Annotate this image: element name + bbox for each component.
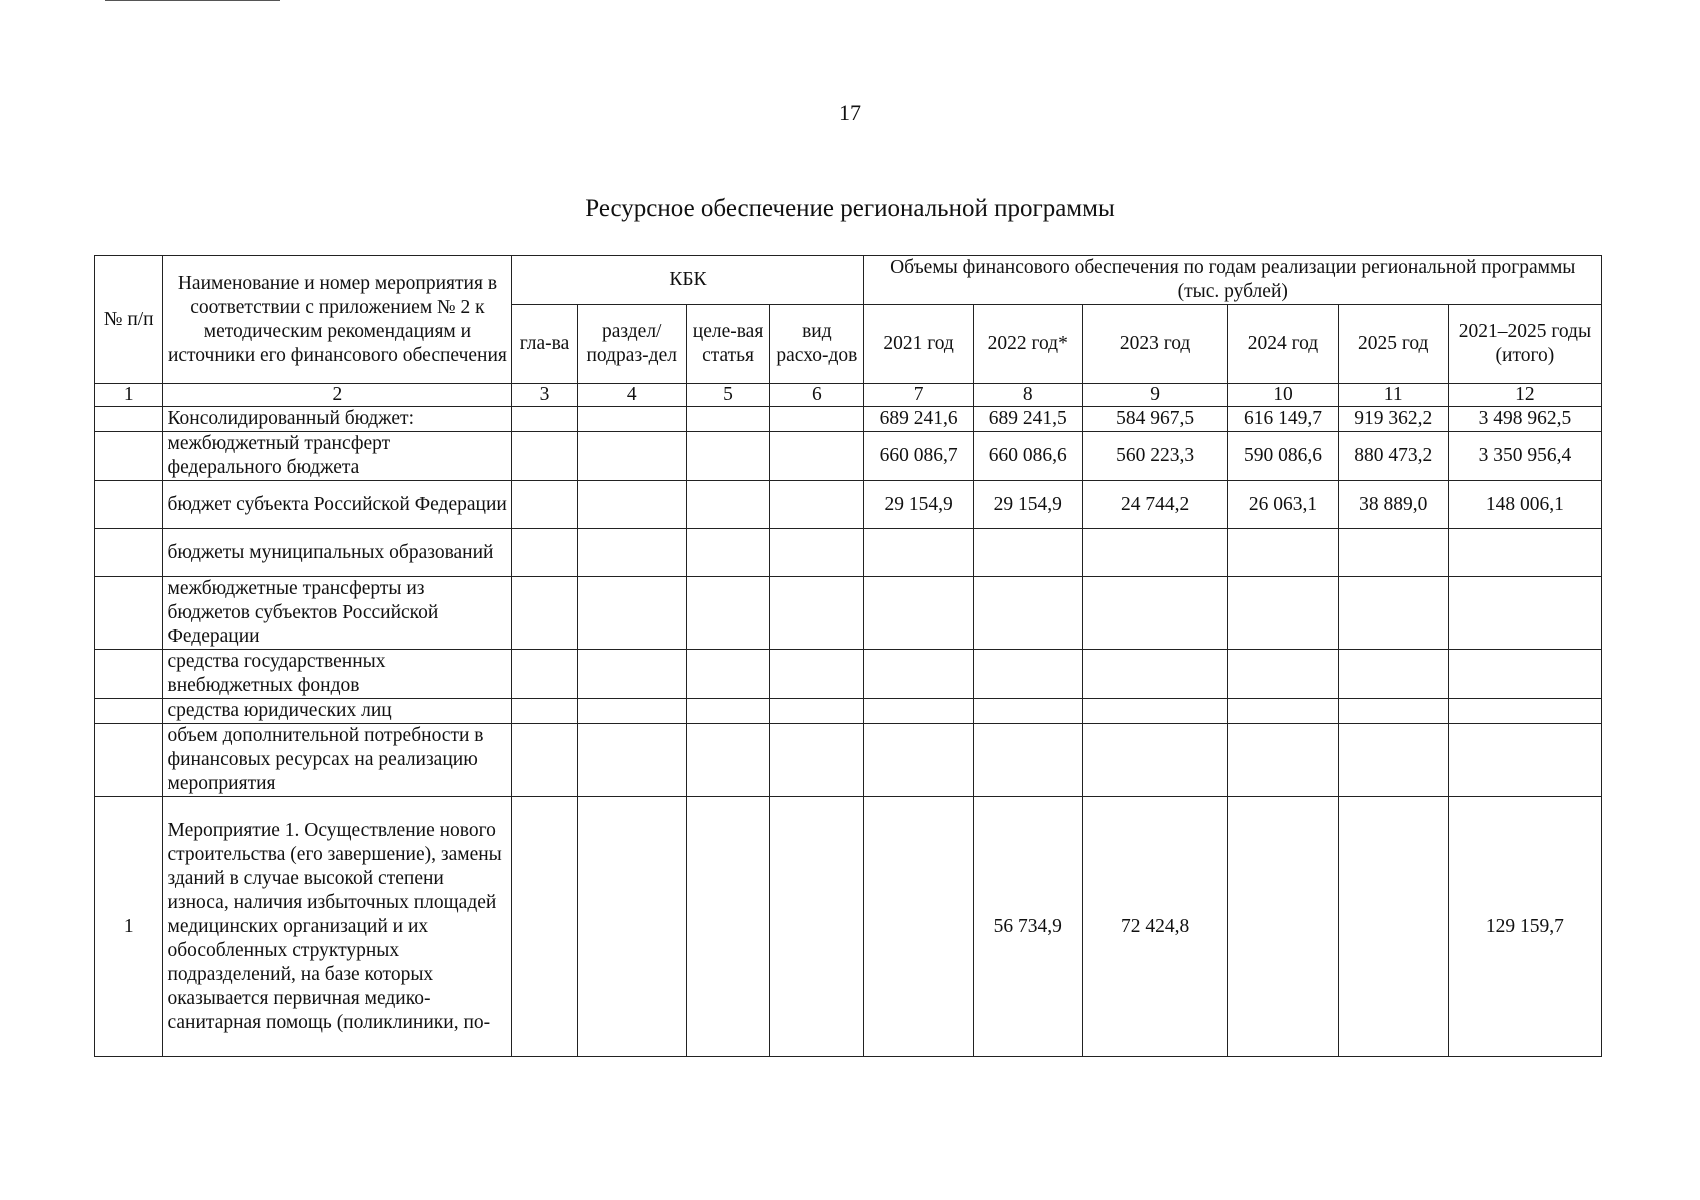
value-cell <box>1082 529 1228 577</box>
value-cell: 660 086,6 <box>973 432 1082 481</box>
value-cell <box>864 699 973 724</box>
row-name: межбюджетные трансферты из бюджетов субъектов Российской Федерации <box>163 577 512 650</box>
value-cell: 38 889,0 <box>1338 481 1448 529</box>
row-name: межбюджетный трансферт федерального бюджета <box>163 432 512 481</box>
row-name: бюджеты муниципальных образований <box>163 529 512 577</box>
header-year-col: 2021 год <box>864 305 973 384</box>
column-number: 7 <box>864 384 973 407</box>
row-number <box>95 481 163 529</box>
value-cell: 72 424,8 <box>1082 797 1228 1057</box>
document-title: Ресурсное обеспечение региональной программы <box>585 195 1115 222</box>
header-kbk-col: целе-вая статья <box>686 305 769 384</box>
header-year-col: 2022 год* <box>973 305 1082 384</box>
row-number <box>95 577 163 650</box>
row-name: бюджет субъекта Российской Федерации <box>163 481 512 529</box>
table-row <box>95 797 1602 1057</box>
value-cell <box>1082 577 1228 650</box>
value-cell: 26 063,1 <box>1228 481 1338 529</box>
column-number: 4 <box>577 384 686 407</box>
table-row <box>95 699 1602 724</box>
column-number: 8 <box>973 384 1082 407</box>
row-number <box>95 699 163 724</box>
value-cell <box>864 724 973 797</box>
page-number: 17 <box>839 100 861 125</box>
value-cell: 29 154,9 <box>864 481 973 529</box>
column-number: 6 <box>770 384 864 407</box>
column-number: 11 <box>1338 384 1448 407</box>
value-cell: 3 350 956,4 <box>1448 432 1601 481</box>
value-cell: 148 006,1 <box>1448 481 1601 529</box>
row-number <box>95 407 163 432</box>
column-number: 3 <box>512 384 577 407</box>
header-name: Наименование и номер мероприятия в соответствии с приложением № 2 к методическим рекомендациям и источники его финансового обеспечения <box>163 256 512 384</box>
value-cell: 3 498 962,5 <box>1448 407 1601 432</box>
header-num: № п/п <box>95 256 163 384</box>
value-cell <box>1228 650 1338 699</box>
value-cell <box>1228 529 1338 577</box>
value-cell <box>1338 529 1448 577</box>
table-row <box>95 407 1602 432</box>
top-rule <box>105 0 280 1</box>
row-name: средства юридических лиц <box>163 699 512 724</box>
value-cell <box>973 529 1082 577</box>
value-cell: 880 473,2 <box>1338 432 1448 481</box>
value-cell <box>1228 724 1338 797</box>
value-cell <box>1448 529 1601 577</box>
table-row <box>95 724 1602 797</box>
value-cell: 660 086,7 <box>864 432 973 481</box>
table-row <box>95 481 1602 529</box>
value-cell <box>1082 699 1228 724</box>
row-number <box>95 529 163 577</box>
header-kbk-col: раздел/ подраз-дел <box>577 305 686 384</box>
value-cell <box>864 797 973 1057</box>
value-cell <box>1228 797 1338 1057</box>
header-kbk: КБК <box>512 256 864 305</box>
value-cell: 56 734,9 <box>973 797 1082 1057</box>
header-kbk-col: гла-ва <box>512 305 577 384</box>
header-kbk-col: вид расхо-дов <box>770 305 864 384</box>
header-volumes: Объемы финансового обеспечения по годам реализации региональной программы (тыс. рублей) <box>864 256 1602 305</box>
column-number: 10 <box>1228 384 1338 407</box>
table-row <box>95 529 1602 577</box>
table-row <box>95 577 1602 650</box>
table-row <box>95 650 1602 699</box>
value-cell: 29 154,9 <box>973 481 1082 529</box>
column-number: 2 <box>163 384 512 407</box>
table-row <box>95 432 1602 481</box>
column-number: 5 <box>686 384 769 407</box>
value-cell: 584 967,5 <box>1082 407 1228 432</box>
value-cell <box>1338 797 1448 1057</box>
value-cell: 919 362,2 <box>1338 407 1448 432</box>
value-cell <box>973 650 1082 699</box>
column-number: 9 <box>1082 384 1228 407</box>
value-cell: 24 744,2 <box>1082 481 1228 529</box>
header-year-col: 2024 год <box>1228 305 1338 384</box>
value-cell: 689 241,5 <box>973 407 1082 432</box>
value-cell: 129 159,7 <box>1448 797 1601 1057</box>
value-cell: 616 149,7 <box>1228 407 1338 432</box>
value-cell <box>1448 724 1601 797</box>
value-cell <box>1448 577 1601 650</box>
value-cell <box>973 577 1082 650</box>
value-cell <box>1448 650 1601 699</box>
value-cell <box>1082 650 1228 699</box>
header-year-col: 2021–2025 годы (итого) <box>1448 305 1601 384</box>
header-year-col: 2023 год <box>1082 305 1228 384</box>
value-cell <box>973 699 1082 724</box>
value-cell <box>864 577 973 650</box>
row-name: объем дополнительной потребности в финансовых ресурсах на реализацию мероприятия <box>163 724 512 797</box>
value-cell <box>864 650 973 699</box>
column-number-row <box>95 384 1602 407</box>
resource-table <box>94 255 1602 1057</box>
column-number: 12 <box>1448 384 1601 407</box>
row-name: Консолидированный бюджет: <box>163 407 512 432</box>
value-cell: 560 223,3 <box>1082 432 1228 481</box>
row-name: Мероприятие 1. Осуществление нового строительства (его завершение), замены зданий в случае высокой степени износа, наличия избыточных площадей медицинских организаций и их обособленных структурных подразделений, на базе которых оказывается первичная медико-санитарная помощь (поликлиники, по- <box>163 797 512 1057</box>
value-cell <box>1082 724 1228 797</box>
row-name: средства государственных внебюджетных фондов <box>163 650 512 699</box>
value-cell: 590 086,6 <box>1228 432 1338 481</box>
value-cell <box>1338 577 1448 650</box>
row-number <box>95 650 163 699</box>
column-number: 1 <box>95 384 163 407</box>
row-number <box>95 724 163 797</box>
value-cell <box>1338 699 1448 724</box>
value-cell <box>973 724 1082 797</box>
row-number: 1 <box>95 797 163 1057</box>
value-cell <box>1338 724 1448 797</box>
value-cell <box>864 529 973 577</box>
value-cell <box>1338 650 1448 699</box>
value-cell <box>1228 699 1338 724</box>
value-cell <box>1448 699 1601 724</box>
value-cell: 689 241,6 <box>864 407 973 432</box>
row-number <box>95 432 163 481</box>
header-year-col: 2025 год <box>1338 305 1448 384</box>
value-cell <box>1228 577 1338 650</box>
